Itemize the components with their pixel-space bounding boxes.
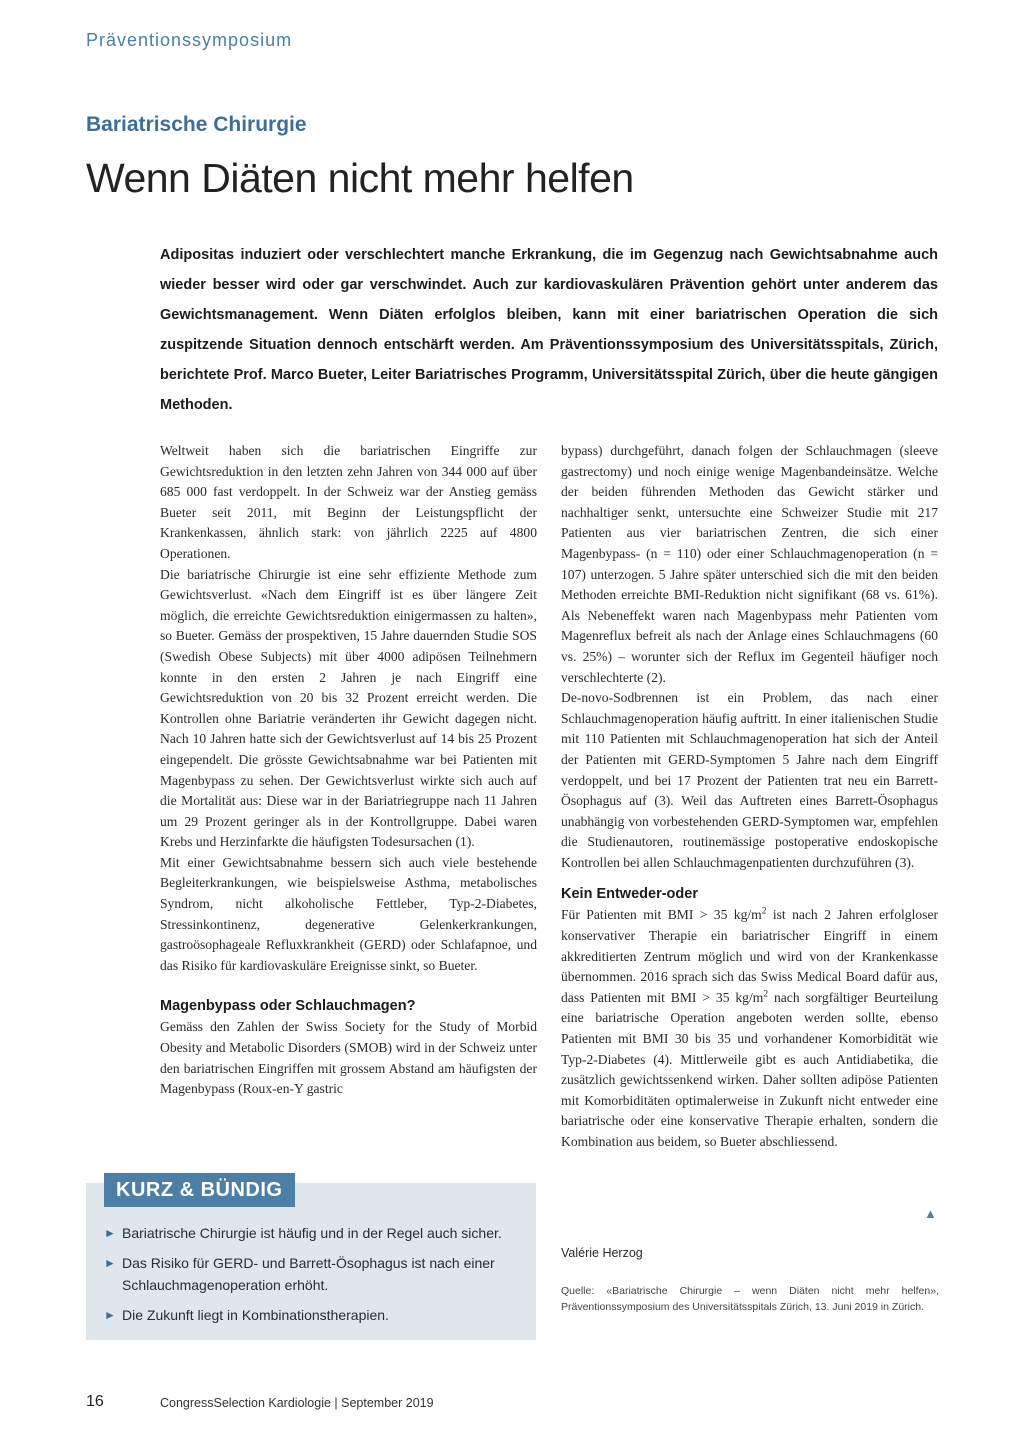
article-title: Wenn Diäten nicht mehr helfen [86, 155, 634, 201]
list-item: ► Das Risiko für GERD- und Barrett-Ösophagus ist nach einer Schlauchmagenoperation erhöht. [104, 1252, 529, 1296]
triangle-bullet-icon: ► [104, 1226, 116, 1240]
list-item: ► Bariatrische Chirurgie ist häufig und in der Regel auch sicher. [104, 1222, 529, 1244]
body-paragraph: Die bariatrische Chirurgie ist eine sehr effiziente Methode zum Gewichtsverlust. «Nach dem Eingriff ist es über längere Zeit möglich, die erreichte Gewichtsreduktion einigermassen zu halten», so Bueter. Gemäss der prospektiven, 15 Jahre dauernden Studie SOS (Swedish Obese Subjects) mit über 4000 adipösen Teilnehmern konnte in den ersten 2 Jahren je nach Eingriff eine Gewichtsreduktion von 20 bis 32 Prozent erreicht werden. Die Kontrollen ohne Bariatrie veränderten ihr Gewicht dagegen nicht. Nach 10 Jahren hatte sich der Gewichtsverlust auf 14 bis 25 Prozent eingependelt. Die grösste Gewichtsabnahme war bei Patienten mit Magenbypass zu sehen. Der Gewichtsverlust wirkte sich auch auf die Mortalität aus: Diese war in der Bariatriegruppe nach 11 Jahren um 29 Prozent geringer als in der Kontrollgruppe. Dabei waren Krebs und Herzinfarkte die häufigsten Todesursachen (1). [160, 566, 537, 850]
page-number: 16 [86, 1393, 104, 1410]
subheading-magenbypass: Magenbypass oder Schlauchmagen? [160, 998, 416, 1015]
left-column [160, 441, 537, 1100]
article-lead: Adipositas induziert oder verschlechtert manche Erkrankung, die im Gegenzug nach Gewichtsabnahme auch wieder besser wird oder gar verschwindet. Auch zur kardiovaskulären Prävention gehört unter anderem das Gewichtsmanagement. Wenn Diäten erfolglos bleiben, kann mit einer bariatrischen Operation die sich zuspitzende Situation dennoch entschärft werden. Am Präventionssymposium des Universitätsspitals, Zürich, berichtete Prof. Marco Bueter, Leiter Bariatrisches Programm, Universitätsspital Zürich, über die heute gängigen Methoden. [160, 247, 938, 413]
summary-box-title: KURZ & BÜNDIG [104, 1173, 295, 1207]
right-column [561, 441, 938, 1153]
body-paragraph: Für Patienten mit BMI > 35 $kg/m^2$ ist nach 2 Jahren erfolgloser konservativer Therapie ein bariatrischer Eingriff in einem akkreditierten Zentrum möglich und wird von der Krankenkasse übernommen. 2016 sprach sich das Swiss Medical Board dafür aus, dass Patienten mit BMI > 35 $kg/m^2$ nach sorgfältiger Beurteilung eine bariatrische Operation angeboten werden sollte, ebenso Patienten mit BMI 30 bis 35 und vorhandener Komorbidität wie Typ-2-Diabetes (4). Mittlerweile gibt es auch Antidiabetika, die zusätzlich gewichtssenkend wirken. Daher sollten adipöse Patienten mit Komorbiditäten optimalerweise in Zukunft nicht entweder eine bariatrische oder eine konservative Therapie erhalten, sondern die Kombination aus beidem, so Bueter abschliessend. [561, 906, 939, 1149]
journal-footer: CongressSelection Kardiologie | September 2019 [160, 1396, 434, 1410]
article-kicker: Bariatrische Chirurgie [86, 113, 307, 136]
summary-list [104, 1222, 529, 1334]
body-paragraph: De-novo-Sodbrennen ist ein Problem, das nach einer Schlauchmagenoperation häufig auftritt. In einer italienischen Studie mit 110 Patienten mit Schlauchmagenoperation hat sich der Anteil der Patienten mit GERD-Symptomen 5 Jahre nach dem Eingriff verdoppelt, und bei 17 Prozent der Patienten trat neu ein Barrett-Ösophagus auf (3). Weil das Auftreten eines Barrett-Ösophagus unabhängig von vorbestehenden GERD-Symptomen war, empfehlen die Studienautoren, routinemässige postoperative endoskopische Kontrollen bei allen Schlauchmagenpatienten durchzuführen (3). [561, 690, 938, 870]
triangle-bullet-icon: ► [104, 1256, 116, 1270]
body-paragraph: Mit einer Gewichtsabnahme bessern sich auch viele bestehende Begleiterkrankungen, wie beispielsweise Asthma, metabolisches Syndrom, nicht alkoholische Fettleber, Typ-2-Diabetes, Stressinkontinenz, degenerative Gelenkerkrankungen, gastroösophageale Refluxkrankheit (GERD) oder Schlafapnoe, und das Risiko für kardiovaskuläre Ereignisse sinkt, so Bueter. [160, 854, 537, 973]
list-item: ► Die Zukunft liegt in Kombinationstherapien. [104, 1304, 529, 1326]
author: Valérie Herzog [561, 1246, 643, 1260]
body-paragraph: bypass) durchgeführt, danach folgen der Schlauchmagen (sleeve gastrectomy) und noch einige wenige Magenbandeinsätze. Welche der beiden führenden Methoden das Gewicht stärker und nachhaltiger senkt, untersuchte eine Schweizer Studie mit 217 Patienten aus vier bariatrischen Zentren, die sich einer Magenbypass- (n = 110) oder einer Schlauchmagenoperation (n = 107) unterzogen. 5 Jahre später unterschied sich die mit den beiden Methoden erreichte BMI-Reduktion nicht signifikant (68 vs. 61%). Als Nebeneffekt waren nach Magenbypass mehr Patienten vom Magenreflux befreit als nach der Anlage eines Schlauchmagens (60 vs. 25%) – worunter sich der Reflux im Gegenteil häufiger noch verschlechterte (2). [561, 443, 938, 685]
source-note: Quelle: «Bariatrische Chirurgie – wenn Diäten nicht mehr helfen», Präventionssymposium des Universitätsspitals Zürich, 13. Juni 2019 in Zürich. [561, 1285, 939, 1313]
end-of-article-icon: ▲ [924, 1206, 937, 1221]
body-paragraph: Weltweit haben sich die bariatrischen Eingriffe zur Gewichtsreduktion in den letzten zehn Jahren von 344 000 auf über 685 000 fast verdoppelt. In der Schweiz war der Anstieg gemäss Bueter seit 2011, mit Beginn der Leistungspflicht der Krankenkassen, ähnlich stark: von jährlich 2225 auf 4800 Operationen. [160, 443, 537, 561]
body-paragraph: Gemäss den Zahlen der Swiss Society for the Study of Morbid Obesity and Metabolic Disorders (SMOB) wird in der Schweiz unter den bariatrischen Eingriffen mit grossem Abstand am häufigsten der Magenbypass (Roux-en-Y gastric [160, 1019, 537, 1097]
triangle-bullet-icon: ► [104, 1308, 116, 1322]
subheading-entweder-oder: Kein Entweder-oder [561, 886, 698, 903]
section-header: Präventionssymposium [86, 30, 293, 50]
